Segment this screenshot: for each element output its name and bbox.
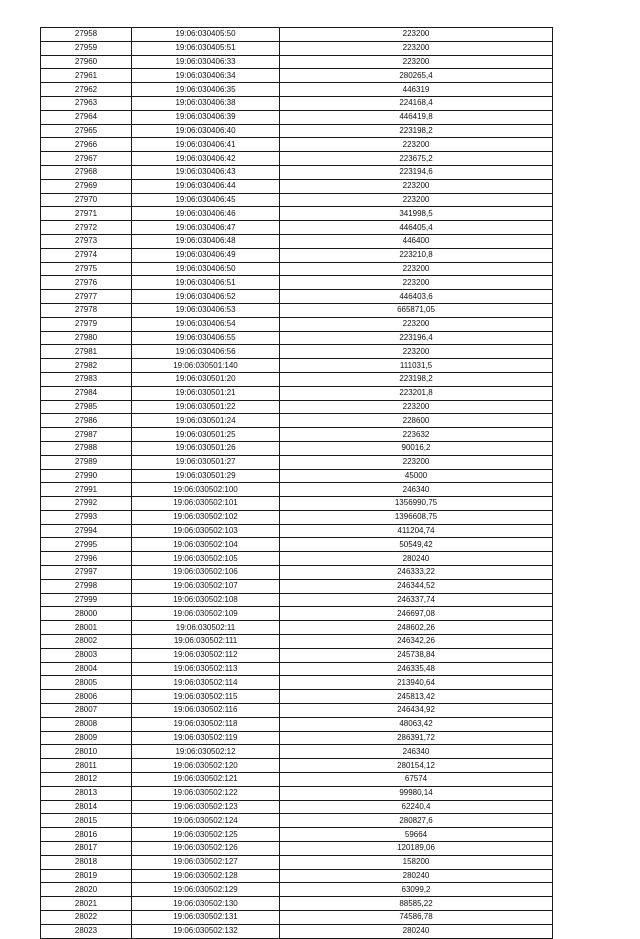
table-row [41, 303, 553, 317]
row-number-cell: 27993 [41, 510, 132, 524]
table-row [41, 386, 553, 400]
table-row [41, 152, 553, 166]
cadastral-number-cell: 19:06:030406:43 [132, 165, 280, 179]
table-row [41, 911, 553, 925]
table-body [41, 28, 553, 939]
value-cell: 223200 [280, 179, 553, 193]
value-cell: 246337,74 [280, 593, 553, 607]
cadastral-number-cell: 19:06:030502:130 [132, 897, 280, 911]
table-row [41, 662, 553, 676]
table-row [41, 469, 553, 483]
table-row [41, 96, 553, 110]
value-cell: 446400 [280, 234, 553, 248]
table-row [41, 552, 553, 566]
cadastral-number-cell: 19:06:030502:100 [132, 483, 280, 497]
cadastral-value-table [40, 27, 553, 939]
row-number-cell: 27960 [41, 55, 132, 69]
cadastral-number-cell: 19:06:030502:125 [132, 828, 280, 842]
value-cell: 223194,6 [280, 165, 553, 179]
cadastral-number-cell: 19:06:030406:51 [132, 276, 280, 290]
row-number-cell: 27994 [41, 524, 132, 538]
value-cell: 62240,4 [280, 800, 553, 814]
value-cell: 224168,4 [280, 96, 553, 110]
cadastral-number-cell: 19:06:030502:104 [132, 538, 280, 552]
row-number-cell: 28001 [41, 621, 132, 635]
table-row [41, 414, 553, 428]
row-number-cell: 27986 [41, 414, 132, 428]
table-row [41, 579, 553, 593]
row-number-cell: 28004 [41, 662, 132, 676]
cadastral-number-cell: 19:06:030501:140 [132, 359, 280, 373]
cadastral-number-cell: 19:06:030502:107 [132, 579, 280, 593]
table-row [41, 276, 553, 290]
row-number-cell: 27974 [41, 248, 132, 262]
value-cell: 246344,52 [280, 579, 553, 593]
row-number-cell: 28013 [41, 786, 132, 800]
cadastral-number-cell: 19:06:030502:119 [132, 731, 280, 745]
row-number-cell: 28012 [41, 773, 132, 787]
cadastral-number-cell: 19:06:030406:33 [132, 55, 280, 69]
row-number-cell: 27967 [41, 152, 132, 166]
table-row [41, 676, 553, 690]
cadastral-number-cell: 19:06:030502:122 [132, 786, 280, 800]
table-row [41, 110, 553, 124]
table-row [41, 165, 553, 179]
cadastral-number-cell: 19:06:030501:24 [132, 414, 280, 428]
cadastral-number-cell: 19:06:030502:127 [132, 855, 280, 869]
value-cell: 223200 [280, 262, 553, 276]
table-row [41, 690, 553, 704]
cadastral-number-cell: 19:06:030502:131 [132, 911, 280, 925]
table-row [41, 179, 553, 193]
row-number-cell: 27981 [41, 345, 132, 359]
cadastral-number-cell: 19:06:030502:118 [132, 717, 280, 731]
table-row [41, 290, 553, 304]
cadastral-number-cell: 19:06:030406:48 [132, 234, 280, 248]
table-row [41, 455, 553, 469]
cadastral-number-cell: 19:06:030406:42 [132, 152, 280, 166]
value-cell: 74586,78 [280, 911, 553, 925]
cadastral-number-cell: 19:06:030502:112 [132, 648, 280, 662]
cadastral-number-cell: 19:06:030406:46 [132, 207, 280, 221]
cadastral-number-cell: 19:06:030406:38 [132, 96, 280, 110]
row-number-cell: 28002 [41, 635, 132, 649]
table-row [41, 138, 553, 152]
row-number-cell: 27995 [41, 538, 132, 552]
table-row [41, 648, 553, 662]
table-row [41, 883, 553, 897]
row-number-cell: 27980 [41, 331, 132, 345]
table-row [41, 717, 553, 731]
table-row [41, 483, 553, 497]
cadastral-number-cell: 19:06:030405:51 [132, 41, 280, 55]
value-cell: 223198,2 [280, 372, 553, 386]
row-number-cell: 28017 [41, 842, 132, 856]
table-row [41, 441, 553, 455]
row-number-cell: 27987 [41, 428, 132, 442]
table-row [41, 331, 553, 345]
cadastral-number-cell: 19:06:030405:50 [132, 28, 280, 42]
value-cell: 246340 [280, 745, 553, 759]
table-row [41, 786, 553, 800]
value-cell: 1396608,75 [280, 510, 553, 524]
row-number-cell: 27990 [41, 469, 132, 483]
cadastral-number-cell: 19:06:030502:103 [132, 524, 280, 538]
value-cell: 111031,5 [280, 359, 553, 373]
row-number-cell: 27982 [41, 359, 132, 373]
row-number-cell: 27962 [41, 83, 132, 97]
row-number-cell: 27991 [41, 483, 132, 497]
value-cell: 223200 [280, 41, 553, 55]
table-row [41, 221, 553, 235]
cadastral-number-cell: 19:06:030502:111 [132, 635, 280, 649]
value-cell: 223200 [280, 455, 553, 469]
cadastral-number-cell: 19:06:030406:44 [132, 179, 280, 193]
table-row [41, 124, 553, 138]
row-number-cell: 28008 [41, 717, 132, 731]
cadastral-number-cell: 19:06:030502:120 [132, 759, 280, 773]
row-number-cell: 27968 [41, 165, 132, 179]
value-cell: 286391,72 [280, 731, 553, 745]
value-cell: 280265,4 [280, 69, 553, 83]
table-row [41, 773, 553, 787]
value-cell: 223200 [280, 138, 553, 152]
table-row [41, 759, 553, 773]
row-number-cell: 28006 [41, 690, 132, 704]
row-number-cell: 27972 [41, 221, 132, 235]
row-number-cell: 27999 [41, 593, 132, 607]
cadastral-number-cell: 19:06:030502:114 [132, 676, 280, 690]
row-number-cell: 27983 [41, 372, 132, 386]
row-number-cell: 27973 [41, 234, 132, 248]
cadastral-number-cell: 19:06:030502:106 [132, 566, 280, 580]
value-cell: 280240 [280, 869, 553, 883]
table-row [41, 510, 553, 524]
table-row [41, 800, 553, 814]
table-row [41, 69, 553, 83]
cadastral-number-cell: 19:06:030501:25 [132, 428, 280, 442]
value-cell: 63099,2 [280, 883, 553, 897]
value-cell: 246333,22 [280, 566, 553, 580]
table-row [41, 635, 553, 649]
value-cell: 223200 [280, 400, 553, 414]
table-row [41, 497, 553, 511]
row-number-cell: 27977 [41, 290, 132, 304]
cadastral-number-cell: 19:06:030502:129 [132, 883, 280, 897]
value-cell: 223200 [280, 28, 553, 42]
table-row [41, 828, 553, 842]
row-number-cell: 27963 [41, 96, 132, 110]
table-row [41, 262, 553, 276]
table-row [41, 593, 553, 607]
cadastral-number-cell: 19:06:030406:40 [132, 124, 280, 138]
value-cell: 223200 [280, 345, 553, 359]
cadastral-number-cell: 19:06:030406:41 [132, 138, 280, 152]
row-number-cell: 27998 [41, 579, 132, 593]
table-row [41, 400, 553, 414]
row-number-cell: 27969 [41, 179, 132, 193]
cadastral-number-cell: 19:06:030406:54 [132, 317, 280, 331]
table-row [41, 28, 553, 42]
cadastral-number-cell: 19:06:030406:34 [132, 69, 280, 83]
row-number-cell: 27989 [41, 455, 132, 469]
cadastral-number-cell: 19:06:030406:45 [132, 193, 280, 207]
table-row [41, 248, 553, 262]
cadastral-number-cell: 19:06:030501:29 [132, 469, 280, 483]
row-number-cell: 28020 [41, 883, 132, 897]
row-number-cell: 27984 [41, 386, 132, 400]
row-number-cell: 27976 [41, 276, 132, 290]
cadastral-number-cell: 19:06:030406:47 [132, 221, 280, 235]
cadastral-number-cell: 19:06:030502:11 [132, 621, 280, 635]
value-cell: 158200 [280, 855, 553, 869]
value-cell: 280240 [280, 924, 553, 938]
table-row [41, 359, 553, 373]
table-row [41, 193, 553, 207]
cadastral-number-cell: 19:06:030406:52 [132, 290, 280, 304]
cadastral-number-cell: 19:06:030502:121 [132, 773, 280, 787]
value-cell: 280240 [280, 552, 553, 566]
value-cell: 50549,42 [280, 538, 553, 552]
table-row [41, 83, 553, 97]
table-row [41, 538, 553, 552]
cadastral-number-cell: 19:06:030502:101 [132, 497, 280, 511]
cadastral-number-cell: 19:06:030502:12 [132, 745, 280, 759]
cadastral-number-cell: 19:06:030501:20 [132, 372, 280, 386]
value-cell: 245813,42 [280, 690, 553, 704]
value-cell: 280154,12 [280, 759, 553, 773]
table-row [41, 234, 553, 248]
table-row [41, 842, 553, 856]
cadastral-number-cell: 19:06:030406:56 [132, 345, 280, 359]
table-row [41, 428, 553, 442]
cadastral-number-cell: 19:06:030502:124 [132, 814, 280, 828]
value-cell: 246342,26 [280, 635, 553, 649]
value-cell: 223675,2 [280, 152, 553, 166]
value-cell: 446419,8 [280, 110, 553, 124]
row-number-cell: 28014 [41, 800, 132, 814]
value-cell: 665871,05 [280, 303, 553, 317]
value-cell: 246340 [280, 483, 553, 497]
cadastral-number-cell: 19:06:030406:50 [132, 262, 280, 276]
row-number-cell: 27996 [41, 552, 132, 566]
cadastral-number-cell: 19:06:030501:22 [132, 400, 280, 414]
table-row [41, 621, 553, 635]
row-number-cell: 28007 [41, 704, 132, 718]
value-cell: 99980,14 [280, 786, 553, 800]
value-cell: 341998,5 [280, 207, 553, 221]
value-cell: 223210,8 [280, 248, 553, 262]
table-row [41, 924, 553, 938]
cadastral-number-cell: 19:06:030502:115 [132, 690, 280, 704]
row-number-cell: 28022 [41, 911, 132, 925]
value-cell: 90016,2 [280, 441, 553, 455]
cadastral-number-cell: 19:06:030502:105 [132, 552, 280, 566]
cadastral-number-cell: 19:06:030501:21 [132, 386, 280, 400]
value-cell: 223200 [280, 193, 553, 207]
cadastral-number-cell: 19:06:030406:53 [132, 303, 280, 317]
value-cell: 223201,8 [280, 386, 553, 400]
cadastral-number-cell: 19:06:030502:108 [132, 593, 280, 607]
value-cell: 446405,4 [280, 221, 553, 235]
row-number-cell: 28018 [41, 855, 132, 869]
row-number-cell: 27985 [41, 400, 132, 414]
row-number-cell: 27959 [41, 41, 132, 55]
row-number-cell: 27966 [41, 138, 132, 152]
value-cell: 446319 [280, 83, 553, 97]
table-row [41, 345, 553, 359]
row-number-cell: 28021 [41, 897, 132, 911]
value-cell: 59664 [280, 828, 553, 842]
cadastral-number-cell: 19:06:030502:132 [132, 924, 280, 938]
cadastral-number-cell: 19:06:030406:39 [132, 110, 280, 124]
table-row [41, 55, 553, 69]
cadastral-number-cell: 19:06:030406:49 [132, 248, 280, 262]
row-number-cell: 27978 [41, 303, 132, 317]
value-cell: 223200 [280, 276, 553, 290]
row-number-cell: 28015 [41, 814, 132, 828]
value-cell: 248602,26 [280, 621, 553, 635]
row-number-cell: 28010 [41, 745, 132, 759]
value-cell: 88585,22 [280, 897, 553, 911]
row-number-cell: 28016 [41, 828, 132, 842]
row-number-cell: 28000 [41, 607, 132, 621]
cadastral-number-cell: 19:06:030502:123 [132, 800, 280, 814]
row-number-cell: 28003 [41, 648, 132, 662]
row-number-cell: 27979 [41, 317, 132, 331]
table-row [41, 855, 553, 869]
cadastral-number-cell: 19:06:030502:102 [132, 510, 280, 524]
row-number-cell: 27970 [41, 193, 132, 207]
row-number-cell: 28011 [41, 759, 132, 773]
value-cell: 246697,08 [280, 607, 553, 621]
value-cell: 48063,42 [280, 717, 553, 731]
value-cell: 223200 [280, 55, 553, 69]
value-cell: 120189,06 [280, 842, 553, 856]
row-number-cell: 27975 [41, 262, 132, 276]
cadastral-number-cell: 19:06:030406:55 [132, 331, 280, 345]
cadastral-number-cell: 19:06:030502:126 [132, 842, 280, 856]
row-number-cell: 27958 [41, 28, 132, 42]
cadastral-number-cell: 19:06:030502:113 [132, 662, 280, 676]
cadastral-number-cell: 19:06:030406:35 [132, 83, 280, 97]
value-cell: 246434,92 [280, 704, 553, 718]
cadastral-number-cell: 19:06:030502:109 [132, 607, 280, 621]
cadastral-number-cell: 19:06:030502:128 [132, 869, 280, 883]
value-cell: 223198,2 [280, 124, 553, 138]
table-row [41, 869, 553, 883]
table-row [41, 566, 553, 580]
row-number-cell: 27964 [41, 110, 132, 124]
value-cell: 245738,84 [280, 648, 553, 662]
value-cell: 213940,64 [280, 676, 553, 690]
value-cell: 223200 [280, 317, 553, 331]
row-number-cell: 27988 [41, 441, 132, 455]
value-cell: 223632 [280, 428, 553, 442]
table-row [41, 207, 553, 221]
table-row [41, 745, 553, 759]
row-number-cell: 28005 [41, 676, 132, 690]
value-cell: 246335,48 [280, 662, 553, 676]
value-cell: 1356990,75 [280, 497, 553, 511]
value-cell: 45000 [280, 469, 553, 483]
row-number-cell: 27965 [41, 124, 132, 138]
row-number-cell: 28023 [41, 924, 132, 938]
table-row [41, 897, 553, 911]
table-row [41, 524, 553, 538]
value-cell: 280827,6 [280, 814, 553, 828]
row-number-cell: 27971 [41, 207, 132, 221]
row-number-cell: 27992 [41, 497, 132, 511]
table-row [41, 814, 553, 828]
row-number-cell: 28009 [41, 731, 132, 745]
table-row [41, 704, 553, 718]
value-cell: 411204,74 [280, 524, 553, 538]
cadastral-number-cell: 19:06:030501:26 [132, 441, 280, 455]
cadastral-number-cell: 19:06:030501:27 [132, 455, 280, 469]
row-number-cell: 28019 [41, 869, 132, 883]
table-row [41, 607, 553, 621]
table-row [41, 41, 553, 55]
value-cell: 228600 [280, 414, 553, 428]
row-number-cell: 27961 [41, 69, 132, 83]
table-row [41, 731, 553, 745]
table-row [41, 372, 553, 386]
value-cell: 446403,6 [280, 290, 553, 304]
value-cell: 67574 [280, 773, 553, 787]
row-number-cell: 27997 [41, 566, 132, 580]
table-row [41, 317, 553, 331]
cadastral-number-cell: 19:06:030502:116 [132, 704, 280, 718]
value-cell: 223196,4 [280, 331, 553, 345]
